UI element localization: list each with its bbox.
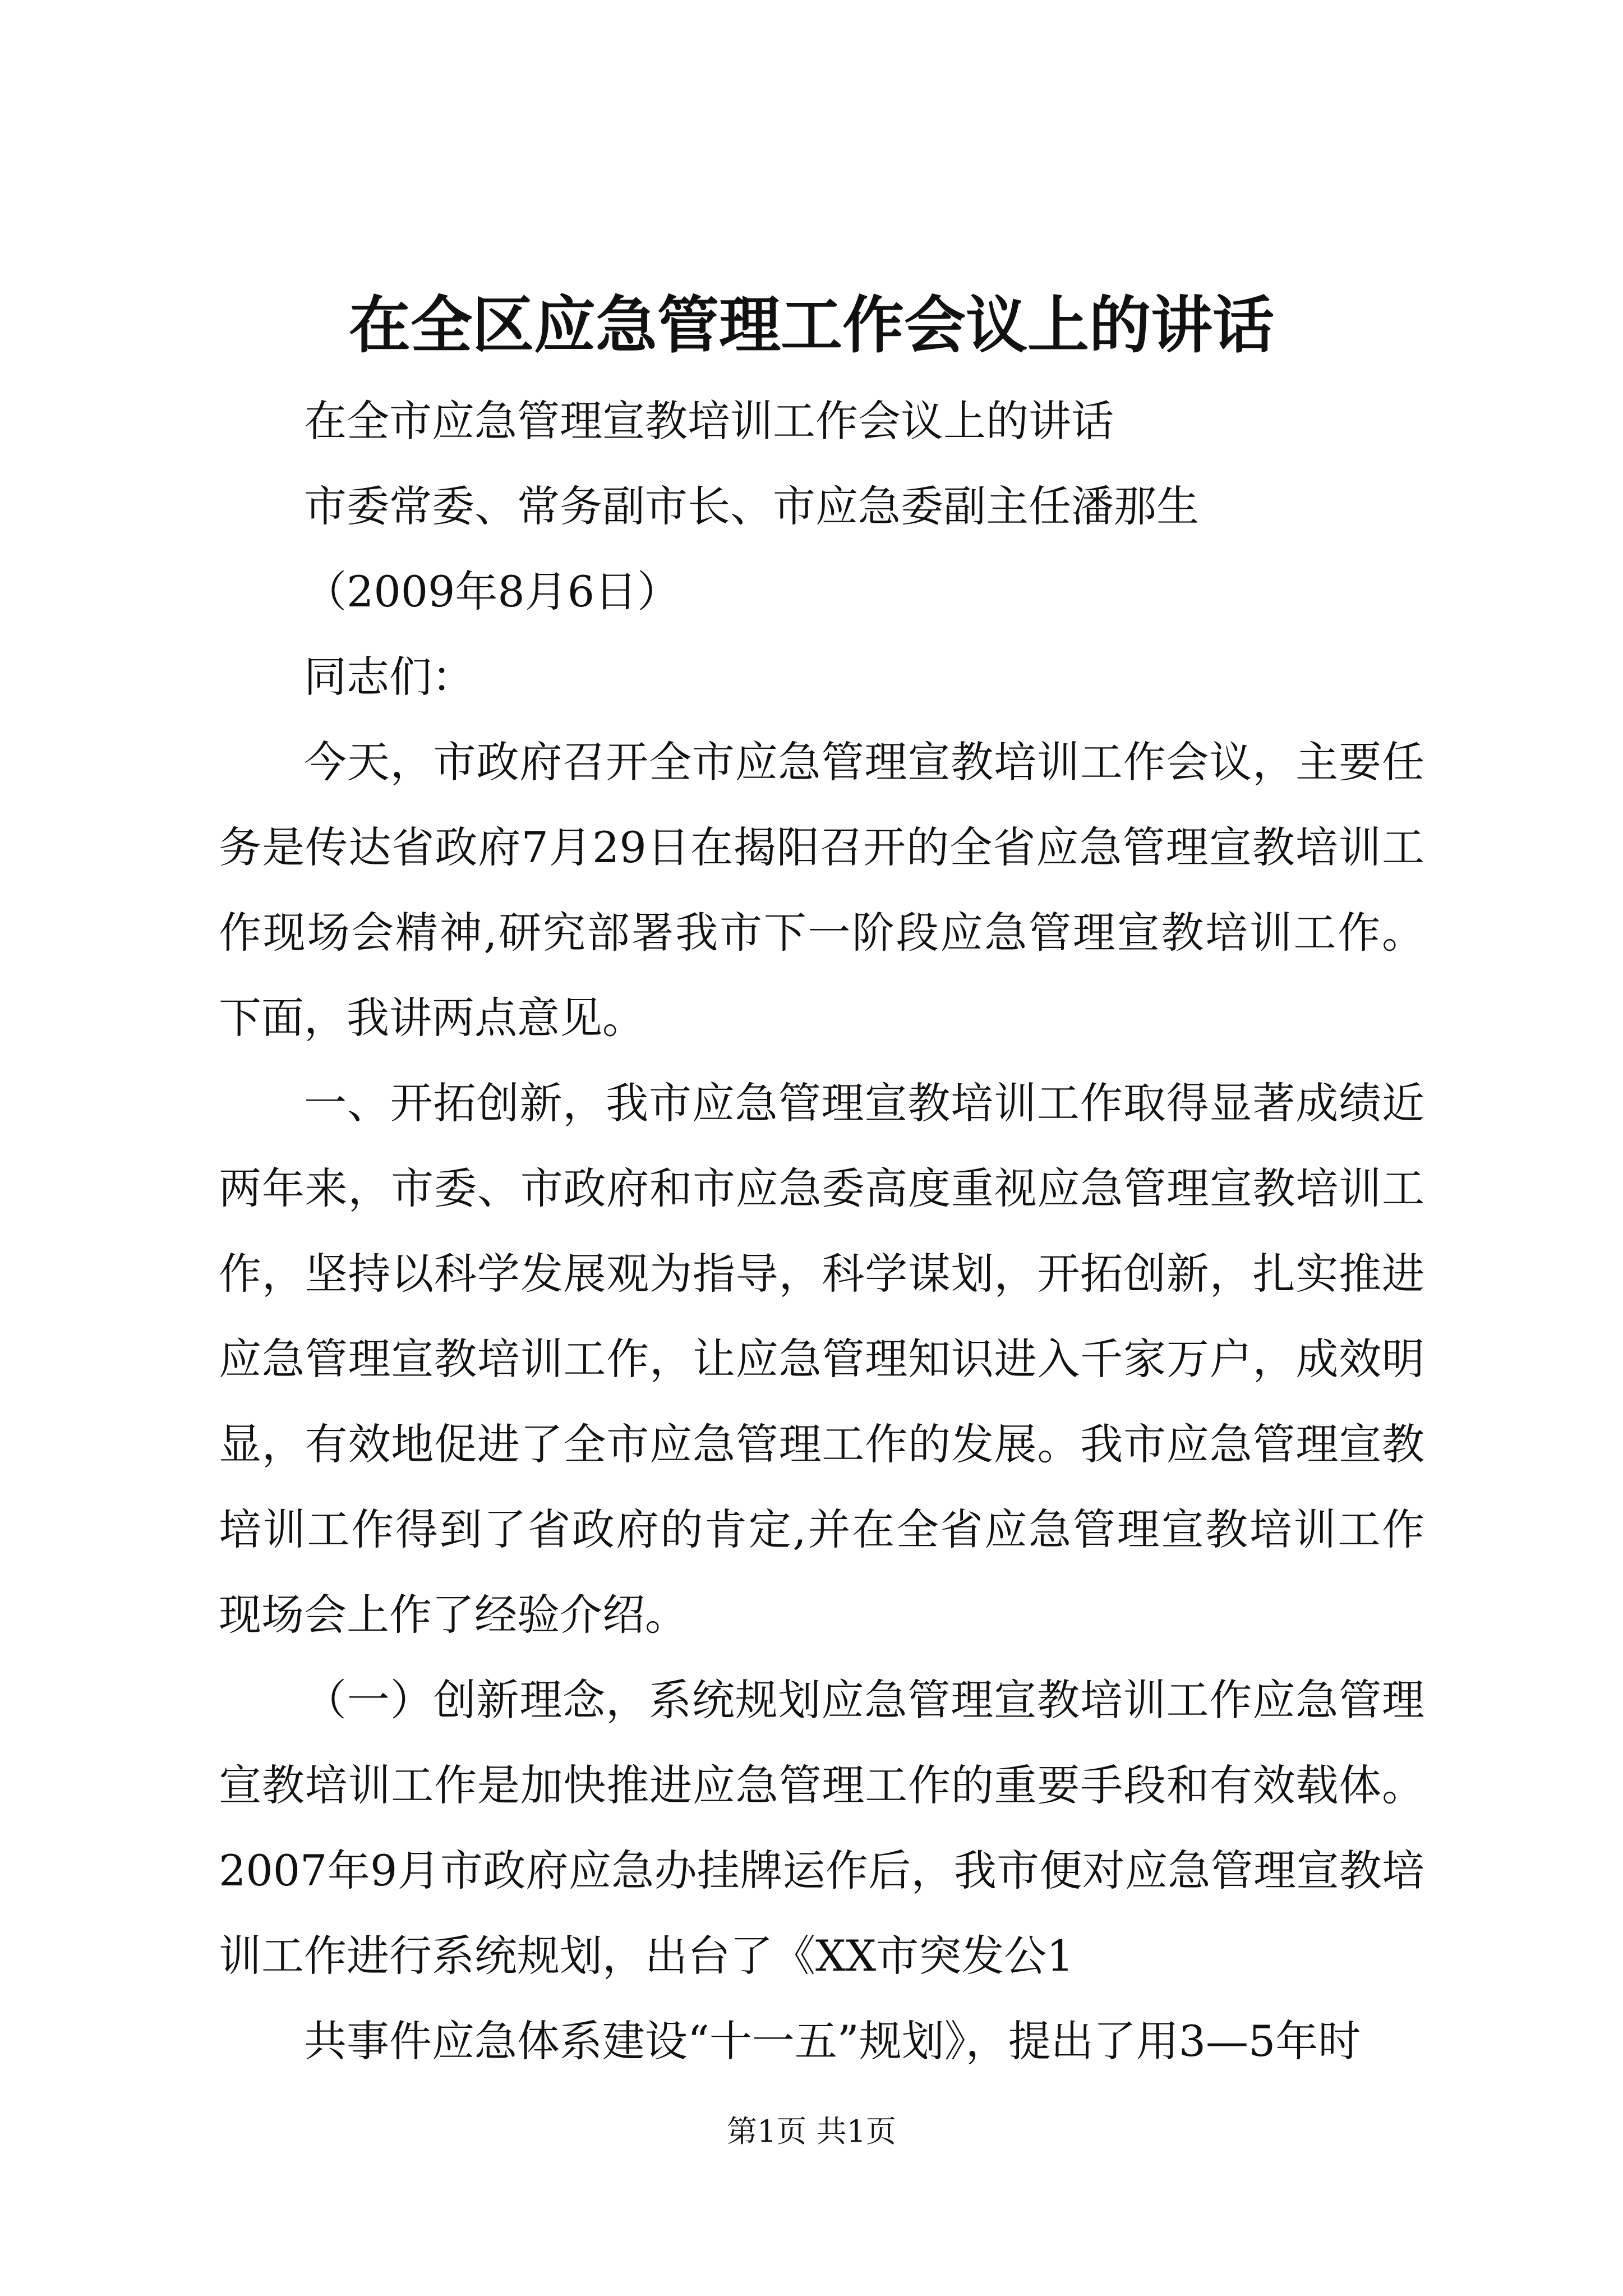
document-title: 在全区应急管理工作会议上的讲话 (349, 289, 1274, 361)
page-footer: 第1页 共1页 (727, 2114, 896, 2149)
paragraph-3: （一）创新理念，系统规划应急管理宣教培训工作应急管理宣教培训工作是加快推进应急管理工作的重要手段和有效载体。2007年9月市政府应急办挂牌运作后，我市便对应急管理宣教培训工作进行系统规划，出台了《XX市突发公1 (219, 1675, 1424, 1981)
salutation: 同志们： (304, 652, 474, 702)
speaker-line: 市委常委、常务副市长、市应急委副主任潘那生 (304, 481, 1199, 531)
document-subtitle: 在全市应急管理宣教培训工作会议上的讲话 (304, 396, 1114, 446)
speech-date: （2009年8月6日） (304, 567, 680, 616)
paragraph-4: 共事件应急体系建设“十一五”规划》，提出了用3—5年时 (304, 2016, 1361, 2066)
paragraph-1: 今天，市政府召开全市应急管理宣教培训工作会议，主要任务是传达省政府7月29日在揭阳召开的全省应急管理宣教培训工作现场会精神,研究部署我市下一阶段应急管理宣教培训工作。下面，我讲两点意见。 (219, 737, 1424, 1043)
document-body (219, 379, 1424, 2084)
paragraph-2: 一、开拓创新，我市应急管理宣教培训工作取得显著成绩近两年来，市委、市政府和市应急委高度重视应急管理宣教培训工作，坚持以科学发展观为指导，科学谋划，开拓创新，扎实推进应急管理宣教培训工作，让应急管理知识进入千家万户，成效明显，有效地促进了全市应急管理工作的发展。我市应急管理宣教培训工作得到了省政府的肯定,并在全省应急管理宣教培训工作现场会上作了经验介绍。 (219, 1078, 1424, 1640)
